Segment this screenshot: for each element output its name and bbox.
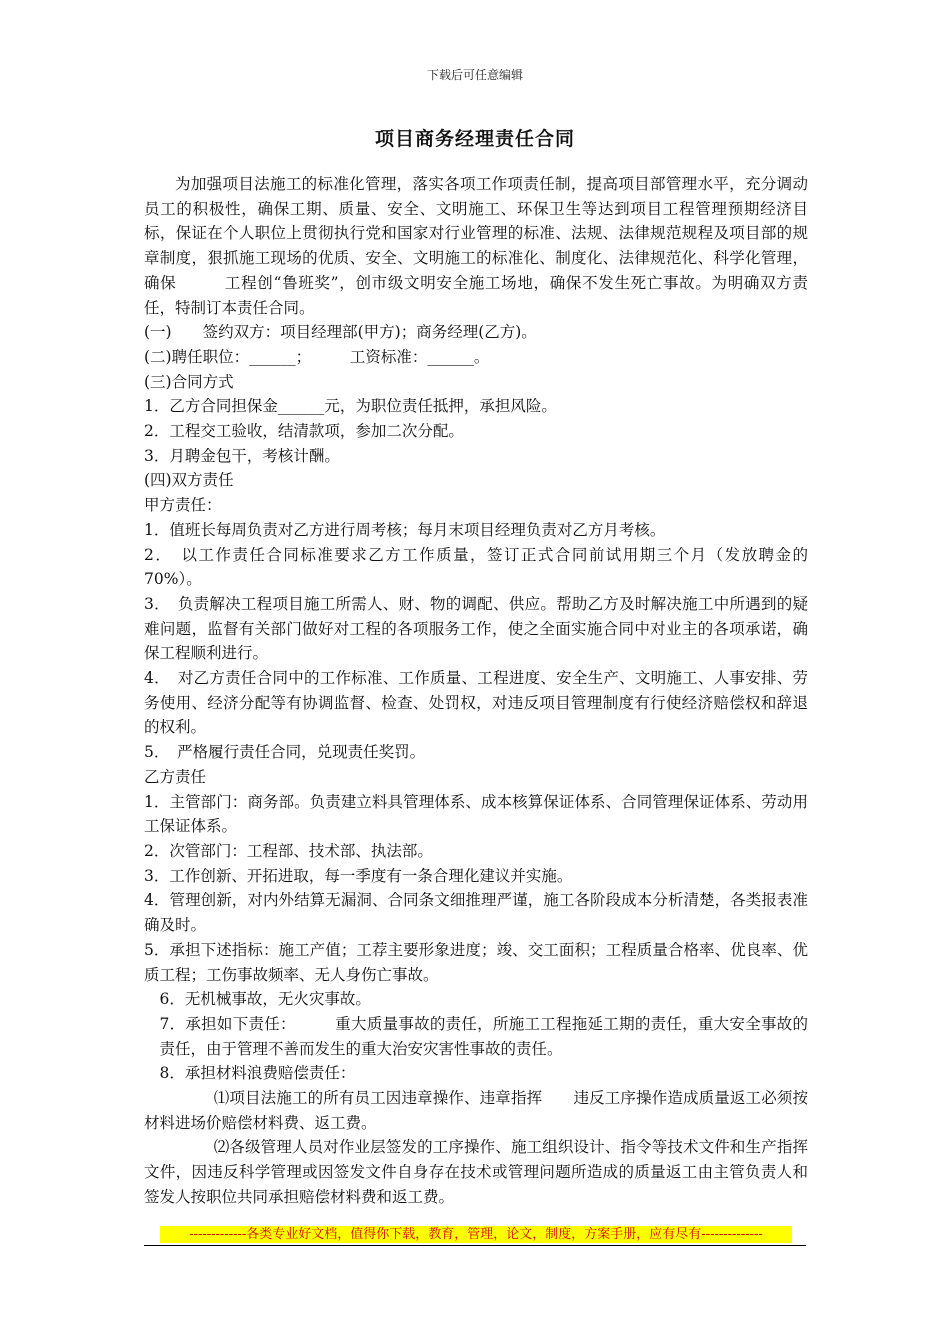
section-heading: (二)聘任职位：______； 工资标准：______。 [144,347,490,366]
subsection-heading: 乙方责任 [144,767,207,786]
footer-banner: -------------各类专业好文档，值得你下载，教育，管理，论文，制度，方案手册，应有尽有-------------- [160,1226,792,1243]
list-item: 7．承担如下责任： 重大质量事故的责任，所施工工程拖延工期的责任，重大安全事故的责任，由于管理不善而发生的重大治安灾害性事故的责任。 [159,1014,808,1058]
section-heading: (一) 签约双方：项目经理部(甲方)；商务经理(乙方)。 [144,323,537,342]
list-item: 3．工作创新、开拓进取，每一季度有一条合理化建议并实施。 [144,866,573,885]
list-item: 6．无机械事故，无火灾事故。 [159,990,371,1009]
list-item: 8．承担材料浪费赔偿责任： [159,1064,356,1083]
document-body [144,172,808,1210]
list-item: 3．月聘金包干，考核计酬。 [144,446,340,465]
list-item: 1．乙方合同担保金______元，为职位责任抵押，承担风险。 [144,397,557,416]
footer-divider [144,1245,806,1246]
list-item: 4．管理创新，对内外结算无漏洞、合同条文细推理严谨，施工各阶段成本分析清楚，各类报表准确及时。 [144,891,808,935]
list-item: 2．次管部门：工程部、技术部、执法部。 [144,841,433,860]
sub-list-item: ⑵各级管理人员对作业层签发的工序操作、施工组织设计、指令等技术文件和生产指挥文件，因违反科学管理或因签发文件自身存在技术或管理问题所造成的质量返工由主管负责人和签发人按职位共同承担赔偿材料费和返工费。 [144,1138,808,1206]
list-item: 5．承担下述指标：施工产值；工荐主要形象进度；竣、交工面积；工程质量合格率、优良率、优质工程；工伤事故频率、无人身伤亡事故。 [144,940,808,984]
list-item: 2．工程交工验收，结清款项，参加二次分配。 [144,422,464,441]
section-heading: (四)双方责任 [144,471,234,490]
intro-paragraph: 为加强项目法施工的标准化管理，落实各项工作项责任制，提高项目部管理水平，充分调动员工的积极性，确保工期、质量、安全、文明施工、环保卫生等达到项目工程管理预期经济目标，保证在个人职位上贯彻执行党和国家对行业管理的标准、法规、法律规范规程及项目部的规章制度，狠抓施工现场的优质、安全、文明施工的标准化、制度化、法律规范化、科学化管理，确保 工程创“鲁班奖”，创市级文明安全施工场地，确保不发生死亡事故。为明确双方责任，特制订本责任合同。 [144,175,808,317]
document-title: 项目商务经理责任合同 [374,128,575,150]
header-note: 下载后可任意编辑 [426,68,523,82]
list-item: 4． 对乙方责任合同中的工作标准、工作质量、工程进度、安全生产、文明施工、人事安排、劳务使用、经济分配等有协调监督、检查、处罚权，对违反项目管理制度有行使经济赔偿权和辞退的权利。 [144,669,808,737]
list-item: 1．主管部门：商务部。负责建立料具管理体系、成本核算保证体系、合同管理保证体系、劳动用工保证体系。 [144,792,808,836]
list-item: 3． 负责解决工程项目施工所需人、财、物的调配、供应。帮助乙方及时解决施工中所遇到的疑难问题，监督有关部门做好对工程的各项服务工作，使之全面实施合同中对业主的各项承诺，确保工程顺利进行。 [144,594,808,663]
list-item: 1．值班长每周负责对乙方进行周考核；每月末项目经理负责对乙方月考核。 [144,520,666,539]
list-item: 2． 以工作责任合同标准要求乙方工作质量，签订正式合同前试用期三个月（发放聘金的70%）。 [144,545,808,589]
sub-list-item: ⑴项目法施工的所有员工因违章操作、违章指挥 违反工序操作造成质量返工必须按材料进场价赔偿材料费、返工费。 [144,1089,808,1132]
subsection-heading: 甲方责任： [144,496,222,515]
section-heading: (三)合同方式 [144,372,234,391]
list-item: 5． 严格履行责任合同，兑现责任奖罚。 [144,743,426,762]
